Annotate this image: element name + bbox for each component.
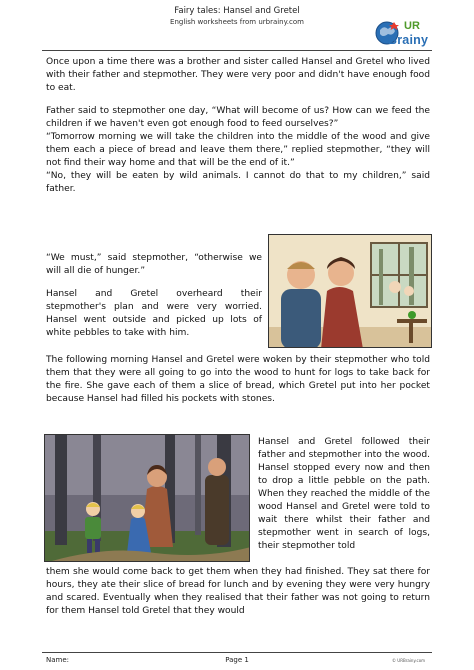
story-paragraph-7: The following morning Hansel and Gretel were woken by their stepmother who told them that they were all going to go into the wood to hunt for logs to take back for the fire. She gave each of them a slice of bread, which Gretel put into her pocket because Hansel had filled his pockets with stones. (46, 355, 430, 404)
urbrainy-logo (374, 16, 440, 50)
header-divider (42, 50, 432, 51)
story-paragraph-8-continued: them she would come back to get them when they had finished. They sat there for hours, they ate their slice of bread for lunch and by evening they were very hungry and scared. Eventually when they realised that their father was not going to return for them Hansel told Gretel that they would (46, 567, 430, 616)
footer-divider (42, 652, 432, 653)
logo-ur-text: UR (404, 20, 420, 32)
page-subtitle: English worksheets from urbrainy.com (170, 18, 304, 26)
woods-scene-illustration (45, 435, 250, 562)
logo-brainy-text: Brainy (388, 33, 429, 47)
story-paragraph-2: Father said to stepmother one day, “What will become of us? How can we feed the children if we haven't even got enough food to feed ourselves?” (46, 106, 430, 129)
illustration-parents-plotting (268, 234, 432, 348)
story-paragraph-4: “No, they will be eaten by wild animals. I cannot do that to my children,” said father. (46, 171, 430, 194)
story-paragraph-8-wrap: Hansel and Gretel followed their father and stepmother into the wood. Hansel stopped every now and then to drop a little pebble on the path. When they reached the middle of the wood Hansel and Gretel were told to wait there whilst their father and stepmother went in search of logs, their stepmother told (258, 437, 430, 551)
story-bottom-block (46, 566, 430, 618)
story-left-column (46, 252, 262, 340)
story-paragraph-6: Hansel and Gretel overheard their stepmother's plan and were very worried. Hansel went outside and picked up lots of white pebbles to take with him. (46, 289, 262, 338)
parents-scene-illustration (269, 235, 432, 348)
page-number: Page 1 (225, 656, 249, 664)
story-paragraph-5: “We must,” said stepmother, “otherwise we will all die of hunger.” (46, 253, 262, 276)
name-label: Name: (46, 656, 70, 664)
story-intro-block (46, 56, 430, 196)
story-paragraph-1: Once upon a time there was a brother and sister called Hansel and Gretel who lived with their father and stepmother. They were very poor and didn't have enough food to eat. (46, 57, 430, 93)
illustration-walk-in-woods (44, 434, 250, 562)
story-paragraph-3: “Tomorrow morning we will take the children into the middle of the wood and give them each a piece of bread and leave them there,” replied stepmother, “they will not find their way home and that will be the end of it.” (46, 132, 430, 168)
copyright-notice: © URBrainy.com (392, 658, 426, 663)
story-right-column (258, 436, 430, 553)
page-title: Fairy tales: Hansel and Gretel (174, 6, 300, 16)
story-middle-block (46, 354, 430, 406)
